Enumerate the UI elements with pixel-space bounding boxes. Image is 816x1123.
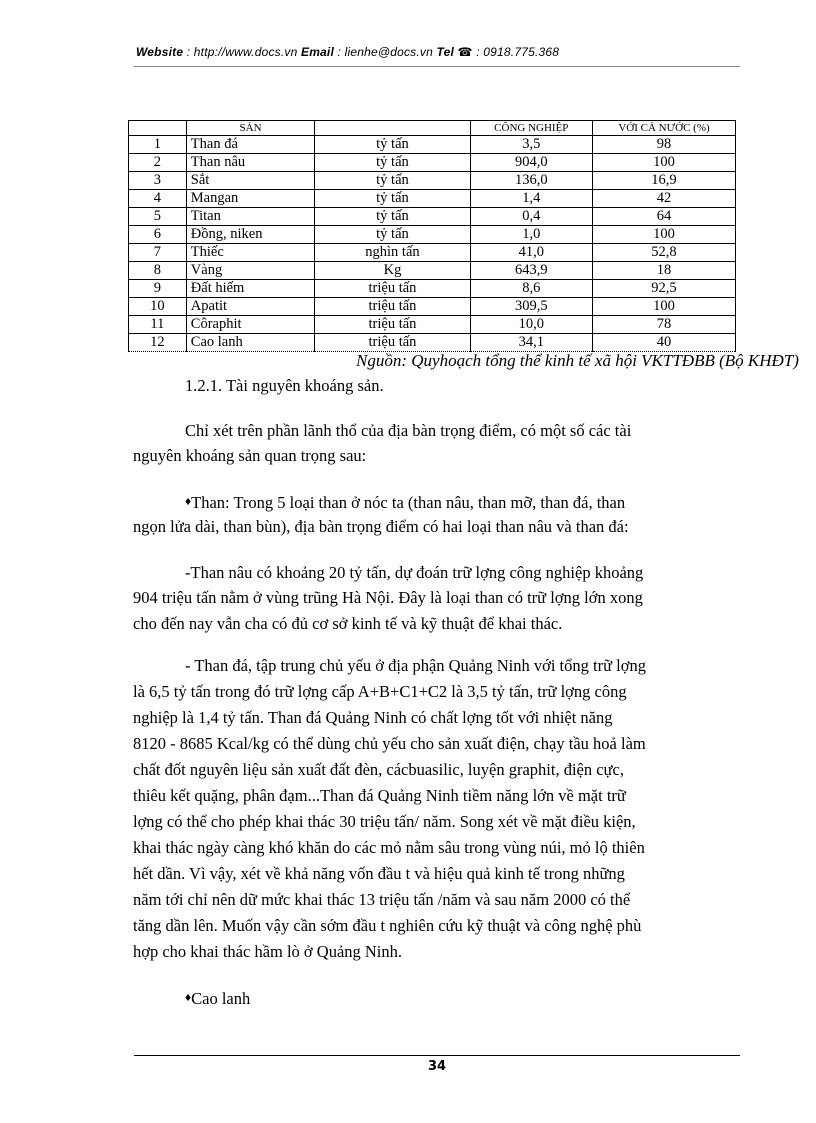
table-cell-name: Đất hiếm — [186, 280, 315, 298]
table-cell-name: Than đá — [186, 136, 315, 154]
table-row — [129, 136, 736, 154]
table-cell-no: 7 — [129, 244, 187, 262]
table-cell-no: 1 — [129, 136, 187, 154]
nau-line-1: -Than nâu có khoảng 20 tỷ tấn, dự đoán trữ lợng công nghiệp khoảng — [185, 563, 644, 582]
table-cell-unit: triệu tấn — [315, 280, 470, 298]
table-source-note: Nguồn: Quyhoạch tổng thể kinh tế xã hội VKTTĐBB (Bộ KHĐT) — [356, 351, 799, 370]
da-line-11: tăng dần lên. Muốn vậy cần sớm đầu t nghiên cứu kỹ thuật và công nghệ phù — [133, 916, 642, 935]
da-line-3: nghiệp là 1,4 tỷ tấn. Than đá Quảng Ninh có chất lợng tốt với nhiệt năng — [133, 708, 613, 727]
table-cell-unit: triệu tấn — [315, 316, 470, 334]
table-cell-ind: 1,4 — [470, 190, 592, 208]
page-header — [136, 45, 740, 59]
table-cell-no: 6 — [129, 226, 187, 244]
table-cell-pct: 42 — [592, 190, 735, 208]
table-cell-ind: 0,4 — [470, 208, 592, 226]
table-cell-pct: 100 — [592, 226, 735, 244]
table-cell-pct: 18 — [592, 262, 735, 280]
table-cell-ind: 309,5 — [470, 298, 592, 316]
table-cell-unit: triệu tấn — [315, 334, 470, 352]
table-row — [129, 190, 736, 208]
section-heading: 1.2.1. Tài nguyên khoáng sản. — [185, 376, 384, 395]
table-cell-pct: 16,9 — [592, 172, 735, 190]
website-label: Website — [136, 45, 184, 59]
email-value: : lienhe@docs.vn — [334, 45, 437, 59]
table-cell-ind: 3,5 — [470, 136, 592, 154]
table-cell-ind: 1,0 — [470, 226, 592, 244]
diamond-bullet-icon: ♦ — [185, 990, 192, 1004]
tel-value: ☎ : 0918.775.368 — [454, 45, 560, 59]
table-row — [129, 334, 736, 352]
table-cell-name: Apatit — [186, 298, 315, 316]
table-cell-pct: 52,8 — [592, 244, 735, 262]
table-cell-unit: tỷ tấn — [315, 172, 470, 190]
table-cell-name: Côraphit — [186, 316, 315, 334]
table-cell-no: 3 — [129, 172, 187, 190]
table-cell-pct: 100 — [592, 154, 735, 172]
nau-line-2: 904 triệu tấn nằm ở vùng trũng Hà Nội. Đây là loại than có trữ lợng lớn xong — [133, 588, 643, 607]
table-row — [129, 316, 736, 334]
table-cell-pct: 40 — [592, 334, 735, 352]
table-header-row — [129, 121, 736, 136]
table-cell-name: Thiếc — [186, 244, 315, 262]
table-cell-pct: 92,5 — [592, 280, 735, 298]
bullet-than — [185, 488, 625, 516]
da-line-2: là 6,5 tỷ tấn trong đó trữ lợng cấp A+B+C1+C2 là 3,5 tỷ tấn, trữ lợng công — [133, 682, 627, 701]
than-line-2: ngọn lửa dài, than bùn), địa bàn trọng điểm có hai loại than nâu và than đá: — [133, 517, 629, 536]
table-cell-ind: 643,9 — [470, 262, 592, 280]
table-cell-name: Vàng — [186, 262, 315, 280]
table-cell-unit: tỷ tấn — [315, 208, 470, 226]
table-row — [129, 244, 736, 262]
table-row — [129, 226, 736, 244]
table-cell-ind: 136,0 — [470, 172, 592, 190]
table-cell-ind: 904,0 — [470, 154, 592, 172]
page-number: 34 — [427, 1059, 447, 1074]
table-header-cell: CÔNG NGHIỆP — [470, 121, 592, 136]
nau-line-3: cho đến nay vẫn cha có đủ cơ sở kinh tế và kỹ thuật để khai thác. — [133, 614, 563, 633]
table-row — [129, 262, 736, 280]
table-cell-pct: 98 — [592, 136, 735, 154]
table-cell-ind: 10,0 — [470, 316, 592, 334]
da-line-1: - Than đá, tập trung chủ yếu ở địa phận Quảng Ninh với tổng trữ lợng — [185, 656, 646, 675]
da-line-9: hết dần. Vì vậy, xét về khả năng vốn đầu t và hiệu quả kinh tế trong những — [133, 864, 625, 883]
table-header-cell — [315, 121, 470, 136]
da-line-12: hợp cho khai thác hầm lò ở Quảng Ninh. — [133, 942, 403, 961]
table-cell-pct: 100 — [592, 298, 735, 316]
table-header-cell — [129, 121, 187, 136]
table-cell-unit: tỷ tấn — [315, 190, 470, 208]
table-cell-no: 2 — [129, 154, 187, 172]
table-cell-name: Than nâu — [186, 154, 315, 172]
intro-line-2: nguyên khoáng sản quan trọng sau: — [133, 446, 367, 465]
table-row — [129, 154, 736, 172]
table-cell-no: 10 — [129, 298, 187, 316]
email-label: Email — [300, 45, 334, 59]
table-cell-name: Titan — [186, 208, 315, 226]
diamond-bullet-icon: ♦ — [185, 494, 192, 508]
website-value: : http://www.docs.vn — [183, 45, 301, 59]
footer-divider — [134, 1055, 740, 1056]
table-cell-unit: tỷ tấn — [315, 136, 470, 154]
table-cell-no: 8 — [129, 262, 187, 280]
table-cell-no: 5 — [129, 208, 187, 226]
table-row — [129, 172, 736, 190]
table-cell-unit: tỷ tấn — [315, 154, 470, 172]
cao-lanh-label: Cao lanh — [191, 989, 251, 1008]
header-divider — [134, 66, 740, 67]
table-cell-no: 12 — [129, 334, 187, 352]
da-line-6: thiêu kết quặng, phân đạm...Than đá Quảng Ninh tiềm năng lớn về mặt trữ — [133, 786, 626, 805]
table-header-cell: SẢN — [186, 121, 315, 136]
table-cell-ind: 41,0 — [470, 244, 592, 262]
table-cell-no: 4 — [129, 190, 187, 208]
da-line-10: năm tới chỉ nên dữ mức khai thác 13 triệu tấn /năm và sau năm 2000 có thể — [133, 890, 631, 909]
table-cell-unit: tỷ tấn — [315, 226, 470, 244]
table-cell-no: 11 — [129, 316, 187, 334]
table-cell-pct: 78 — [592, 316, 735, 334]
table-cell-ind: 34,1 — [470, 334, 592, 352]
table-row — [129, 208, 736, 226]
da-line-5: chất đốt nguyên liệu sản xuất đất đèn, cácbuasilic, luyện graphit, điện cực, — [133, 760, 624, 779]
table-cell-name: Mangan — [186, 190, 315, 208]
table-cell-unit: nghìn tấn — [315, 244, 470, 262]
table-cell-ind: 8,6 — [470, 280, 592, 298]
table-row — [129, 298, 736, 316]
table-cell-name: Đồng, niken — [186, 226, 315, 244]
tel-label: Tel — [436, 45, 455, 59]
intro-line-1: Chỉ xét trên phần lãnh thổ của địa bàn trọng điểm, có một số các tài — [185, 421, 632, 440]
table-cell-name: Cao lanh — [186, 334, 315, 352]
table-cell-unit: triệu tấn — [315, 298, 470, 316]
table-header-cell: VỚI CẢ NƯỚC (%) — [592, 121, 735, 136]
minerals-table — [128, 120, 736, 352]
bullet-cao-lanh — [185, 984, 250, 1012]
table-cell-pct: 64 — [592, 208, 735, 226]
table-row — [129, 280, 736, 298]
da-line-7: lợng có thể cho phép khai thác 30 triệu tấn/ năm. Song xét về mặt điều kiện, — [133, 812, 636, 831]
table-cell-no: 9 — [129, 280, 187, 298]
table-cell-unit: Kg — [315, 262, 470, 280]
table-cell-name: Sắt — [186, 172, 315, 190]
da-line-4: 8120 - 8685 Kcal/kg có thể dùng chủ yếu cho sản xuất điện, chạy tầu hoả làm — [133, 734, 646, 753]
da-line-8: khai thác ngày càng khó khăn do các mỏ nằm sâu trong vùng núi, mỏ lộ thiên — [133, 838, 645, 857]
than-line-1: Than: Trong 5 loại than ở nóc ta (than nâu, than mỡ, than đá, than — [191, 493, 626, 512]
